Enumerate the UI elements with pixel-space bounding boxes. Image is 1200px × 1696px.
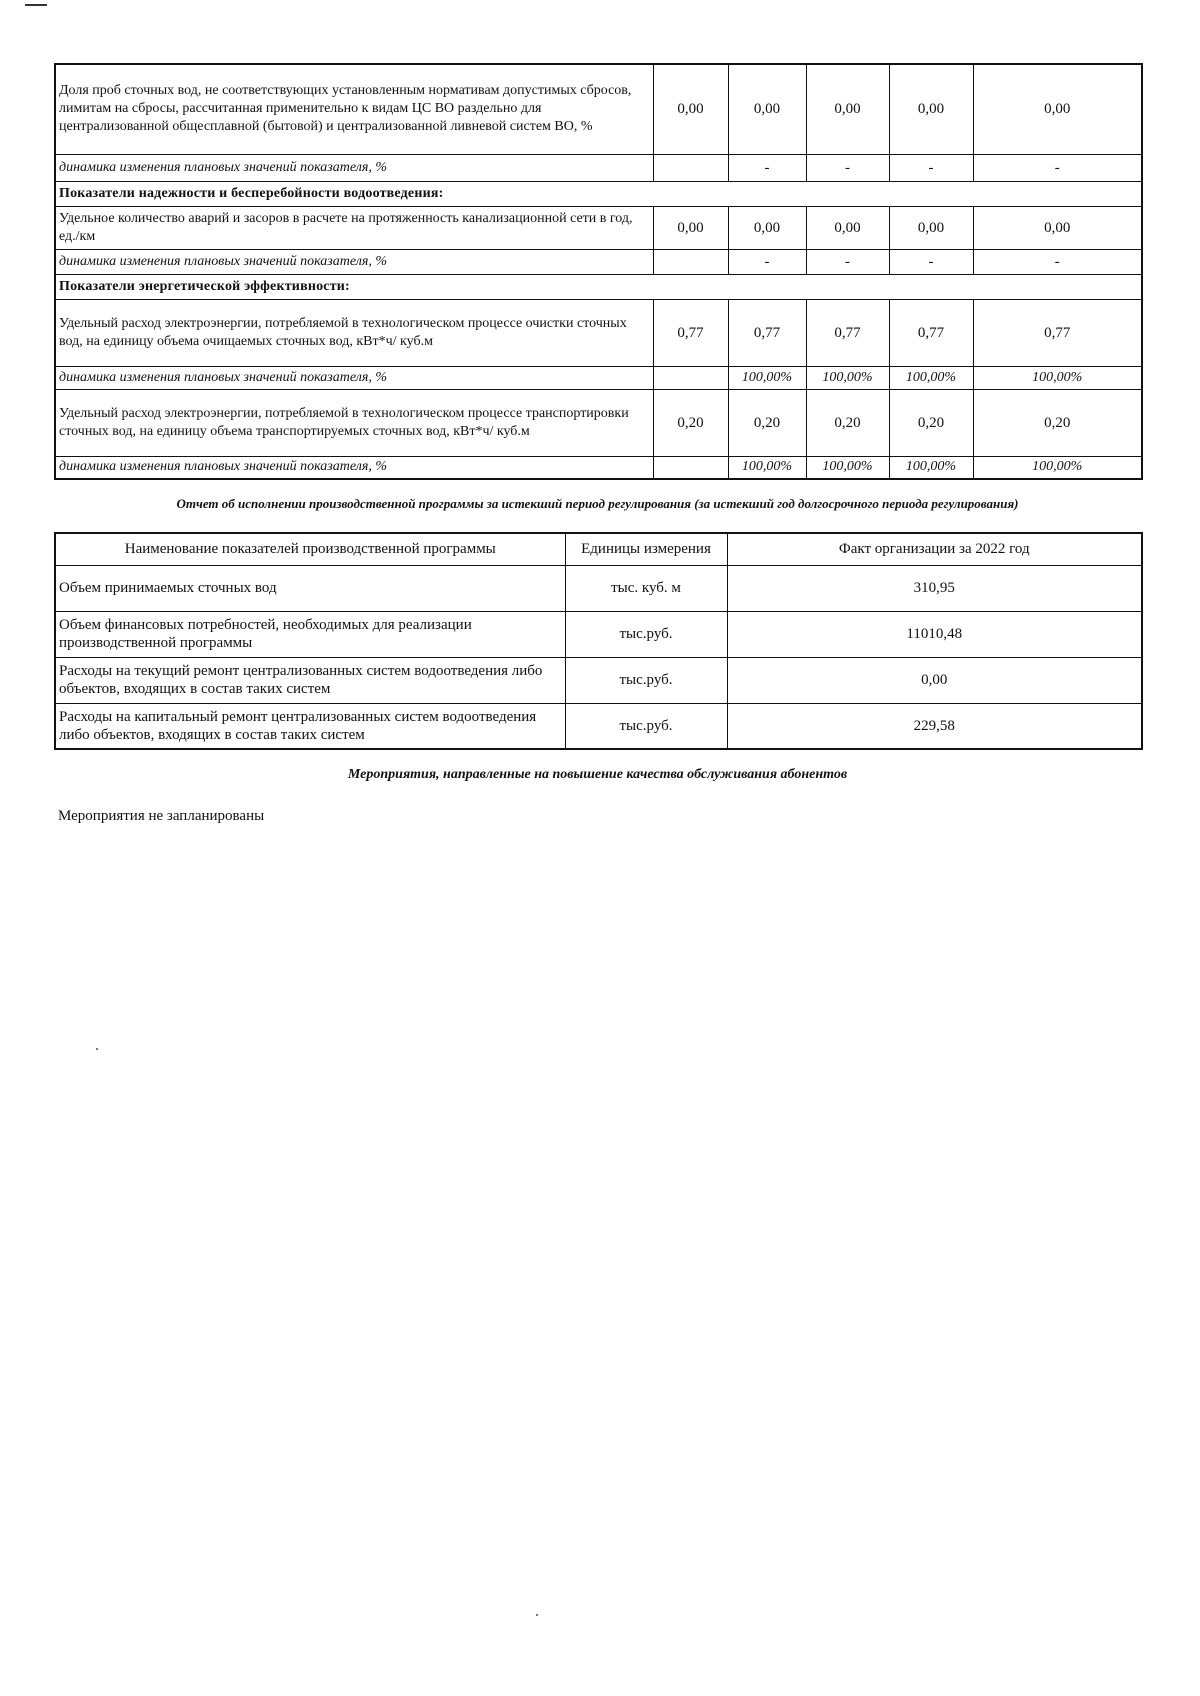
indicator-value: 0,77 <box>806 299 889 366</box>
dynamics-value <box>653 366 728 389</box>
measures-text: Мероприятия не запланированы <box>58 808 265 824</box>
dynamics-value <box>653 154 728 181</box>
report-row-units: тыс.руб. <box>565 611 727 657</box>
indicator-value: 0,00 <box>806 206 889 249</box>
indicator-value: 0,00 <box>728 206 806 249</box>
report-row-units: тыс. куб. м <box>565 565 727 611</box>
dynamics-label: динамика изменения плановых значений показателя, % <box>55 154 653 181</box>
report-row-value: 0,00 <box>727 657 1142 703</box>
table-row <box>55 274 1142 299</box>
indicator-value: 0,00 <box>653 64 728 154</box>
dynamics-label: динамика изменения плановых значений показателя, % <box>55 366 653 389</box>
report-row-value: 310,95 <box>727 565 1142 611</box>
dynamics-value: - <box>973 154 1142 181</box>
table-header-row <box>55 533 1142 565</box>
dynamics-value: 100,00% <box>806 456 889 479</box>
indicator-value: 0,20 <box>653 389 728 456</box>
section-heading-reliability: Показатели надежности и бесперебойности водоотведения: <box>55 181 1142 206</box>
table-row <box>55 703 1142 749</box>
dynamics-value <box>653 456 728 479</box>
dynamics-value: - <box>973 249 1142 274</box>
dynamics-value: - <box>806 249 889 274</box>
indicator-value: 0,00 <box>889 64 973 154</box>
report-row-units: тыс.руб. <box>565 703 727 749</box>
dynamics-value: 100,00% <box>728 366 806 389</box>
report-row-name: Расходы на текущий ремонт централизованных систем водоотведения либо объектов, входящих в состав таких систем <box>55 657 565 703</box>
report-row-value: 11010,48 <box>727 611 1142 657</box>
section-heading-energy: Показатели энергетической эффективности: <box>55 274 1142 299</box>
measures-title: Мероприятия, направленные на повышение качества обслуживания абонентов <box>347 767 848 782</box>
dynamics-value: - <box>889 249 973 274</box>
dynamics-value: 100,00% <box>806 366 889 389</box>
report-row-value: 229,58 <box>727 703 1142 749</box>
report-table <box>54 532 1143 750</box>
report-row-name: Расходы на капитальный ремонт централизованных систем водоотведения либо объектов, входящих в состав таких систем <box>55 703 565 749</box>
indicator-value: 0,00 <box>973 64 1142 154</box>
indicator-value: 0,00 <box>973 206 1142 249</box>
dynamics-label: динамика изменения плановых значений показателя, % <box>55 456 653 479</box>
report-title: Отчет об исполнении производственной программы за истекший период регулирования (за истекший год долгосрочного периода регулирования) <box>176 496 1019 511</box>
indicator-value: 0,77 <box>728 299 806 366</box>
indicator-value: 0,77 <box>889 299 973 366</box>
report-row-name: Объем финансовых потребностей, необходимых для реализации производственной программы <box>55 611 565 657</box>
table-row <box>55 64 1142 154</box>
indicator-value: 0,20 <box>806 389 889 456</box>
indicator-value: 0,77 <box>973 299 1142 366</box>
table-row <box>55 299 1142 366</box>
table-row <box>55 456 1142 479</box>
dynamics-value: - <box>806 154 889 181</box>
report-row-units: тыс.руб. <box>565 657 727 703</box>
scan-artifact-mark <box>25 4 47 6</box>
dynamics-value: 100,00% <box>889 366 973 389</box>
table-row <box>55 657 1142 703</box>
indicator-label: Удельное количество аварий и засоров в расчете на протяженность канализационной сети в год, ед./км <box>55 206 653 249</box>
dynamics-value: 100,00% <box>889 456 973 479</box>
table-row <box>55 565 1142 611</box>
table-row <box>55 206 1142 249</box>
table-row <box>55 181 1142 206</box>
dynamics-value <box>653 249 728 274</box>
report-row-name: Объем принимаемых сточных вод <box>55 565 565 611</box>
column-header-units: Единицы измерения <box>565 533 727 565</box>
scan-artifact-dot <box>536 1614 538 1616</box>
indicator-label: Доля проб сточных вод, не соответствующих установленным нормативам допустимых сбросов, лимитам на сбросы, рассчитанная применительно к видам ЦС ВО раздельно для централизованной общесплавной (бытовой) и централизованной ливневой систем ВО, % <box>55 64 653 154</box>
column-header-name: Наименование показателей производственной программы <box>55 533 565 565</box>
table-row <box>55 389 1142 456</box>
indicator-value: 0,20 <box>889 389 973 456</box>
indicator-value: 0,00 <box>806 64 889 154</box>
indicator-value: 0,20 <box>728 389 806 456</box>
indicator-label: Удельный расход электроэнергии, потребляемой в технологическом процессе очистки сточных вод, на единицу объема очищаемых сточных вод, кВт*ч/ куб.м <box>55 299 653 366</box>
dynamics-value: 100,00% <box>973 456 1142 479</box>
table-row <box>55 366 1142 389</box>
column-header-fact: Факт организации за 2022 год <box>727 533 1142 565</box>
dynamics-value: 100,00% <box>973 366 1142 389</box>
table-row <box>55 154 1142 181</box>
indicator-value: 0,77 <box>653 299 728 366</box>
indicator-label: Удельный расход электроэнергии, потребляемой в технологическом процессе транспортировки сточных вод, на единицу объема транспортируемых сточных вод, кВт*ч/ куб.м <box>55 389 653 456</box>
indicators-table <box>54 63 1143 480</box>
indicator-value: 0,00 <box>728 64 806 154</box>
scan-artifact-dot <box>96 1048 98 1050</box>
table-row <box>55 249 1142 274</box>
dynamics-label: динамика изменения плановых значений показателя, % <box>55 249 653 274</box>
dynamics-value: - <box>889 154 973 181</box>
dynamics-value: 100,00% <box>728 456 806 479</box>
dynamics-value: - <box>728 249 806 274</box>
dynamics-value: - <box>728 154 806 181</box>
indicator-value: 0,00 <box>889 206 973 249</box>
table-row <box>55 611 1142 657</box>
indicator-value: 0,20 <box>973 389 1142 456</box>
indicator-value: 0,00 <box>653 206 728 249</box>
